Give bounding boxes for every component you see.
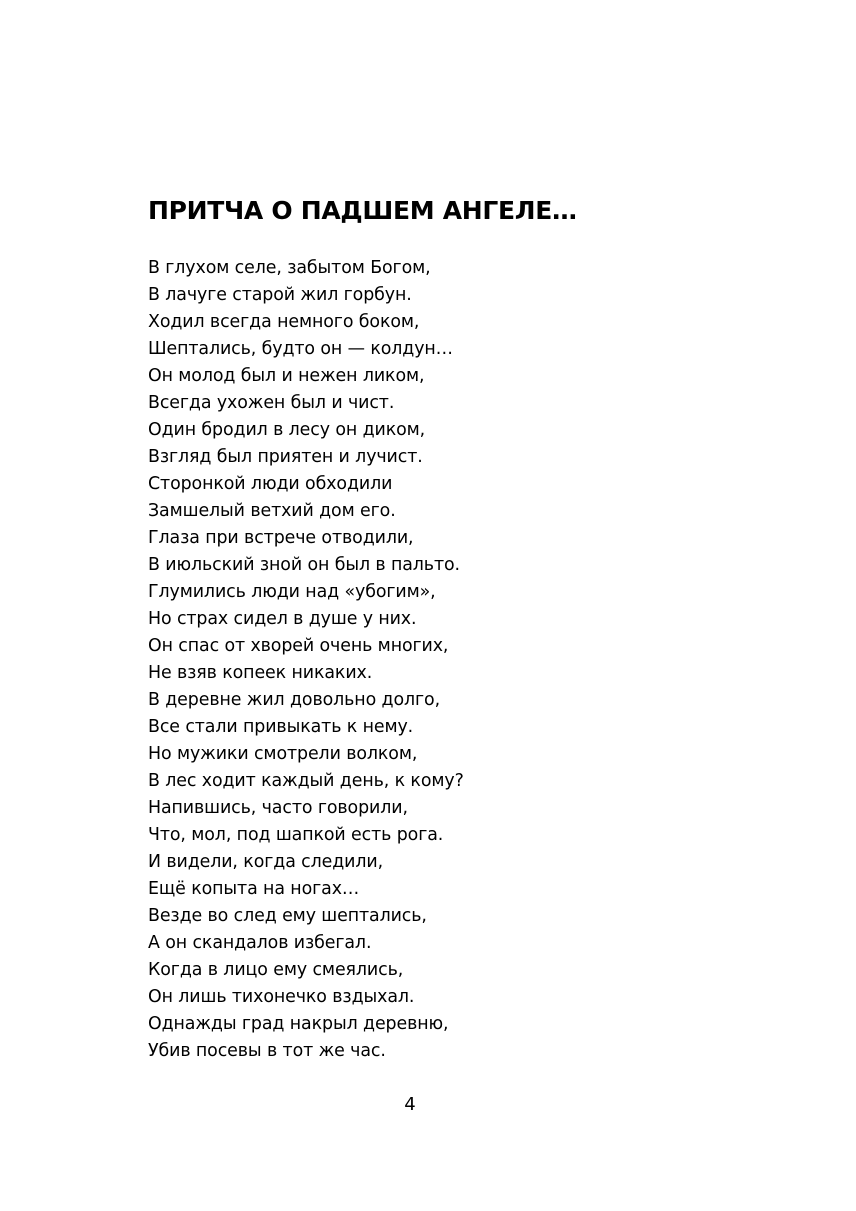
poem-line: Он спас от хворей очень многих, — [148, 636, 449, 656]
poem-line: Однажды град накрыл деревню, — [148, 1014, 449, 1034]
poem-line: Глаза при встрече отводили, — [148, 528, 414, 548]
poem-line: И видели, когда следили, — [148, 852, 384, 872]
poem-line: Когда в лицо ему смеялись, — [148, 960, 404, 980]
poem-line: Он молод был и нежен ликом, — [148, 366, 425, 386]
poem-line: Не взяв копеек никаких. — [148, 663, 373, 683]
poem-line: Напившись, часто говорили, — [148, 798, 408, 818]
poem-line: Убив посевы в тот же час. — [148, 1041, 386, 1061]
poem-line: Сторонкой люди обходили — [148, 474, 393, 494]
poem-line: В деревне жил довольно долго, — [148, 690, 441, 710]
poem-line: Глумились люди над «убогим», — [148, 582, 436, 602]
poem-line: Но мужики смотрели волком, — [148, 744, 418, 764]
poem-line: Все стали привыкать к нему. — [148, 717, 414, 737]
poem-line: Но страх сидел в душе у них. — [148, 609, 417, 629]
poem-line: В июльский зной он был в пальто. — [148, 555, 460, 575]
poem-line: В глухом селе, забытом Богом, — [148, 258, 431, 278]
poem-line: Везде во след ему шептались, — [148, 906, 427, 926]
poem-line: В лачуге старой жил горбун. — [148, 285, 412, 305]
poem-line: Шептались, будто он — колдун… — [148, 339, 453, 359]
page-number: 4 — [404, 1094, 416, 1115]
poem-line: Замшелый ветхий дом его. — [148, 501, 396, 521]
poem-line: Что, мол, под шапкой есть рога. — [148, 825, 444, 845]
poem-line: Всегда ухожен был и чист. — [148, 393, 395, 413]
poem-line: Ходил всегда немного боком, — [148, 312, 420, 332]
poem-line: Ещё копыта на ногах… — [148, 879, 360, 899]
poem-body — [148, 255, 464, 1065]
poem-title: ПРИТЧА О ПАДШЕМ АНГЕЛЕ… — [148, 196, 577, 225]
poem-line: А он скандалов избегал. — [148, 933, 372, 953]
poem-line: Один бродил в лесу он диком, — [148, 420, 426, 440]
poem-line: Взгляд был приятен и лучист. — [148, 447, 423, 467]
poem-line: В лес ходит каждый день, к кому? — [148, 771, 464, 791]
poem-line: Он лишь тихонечко вздыхал. — [148, 987, 415, 1007]
